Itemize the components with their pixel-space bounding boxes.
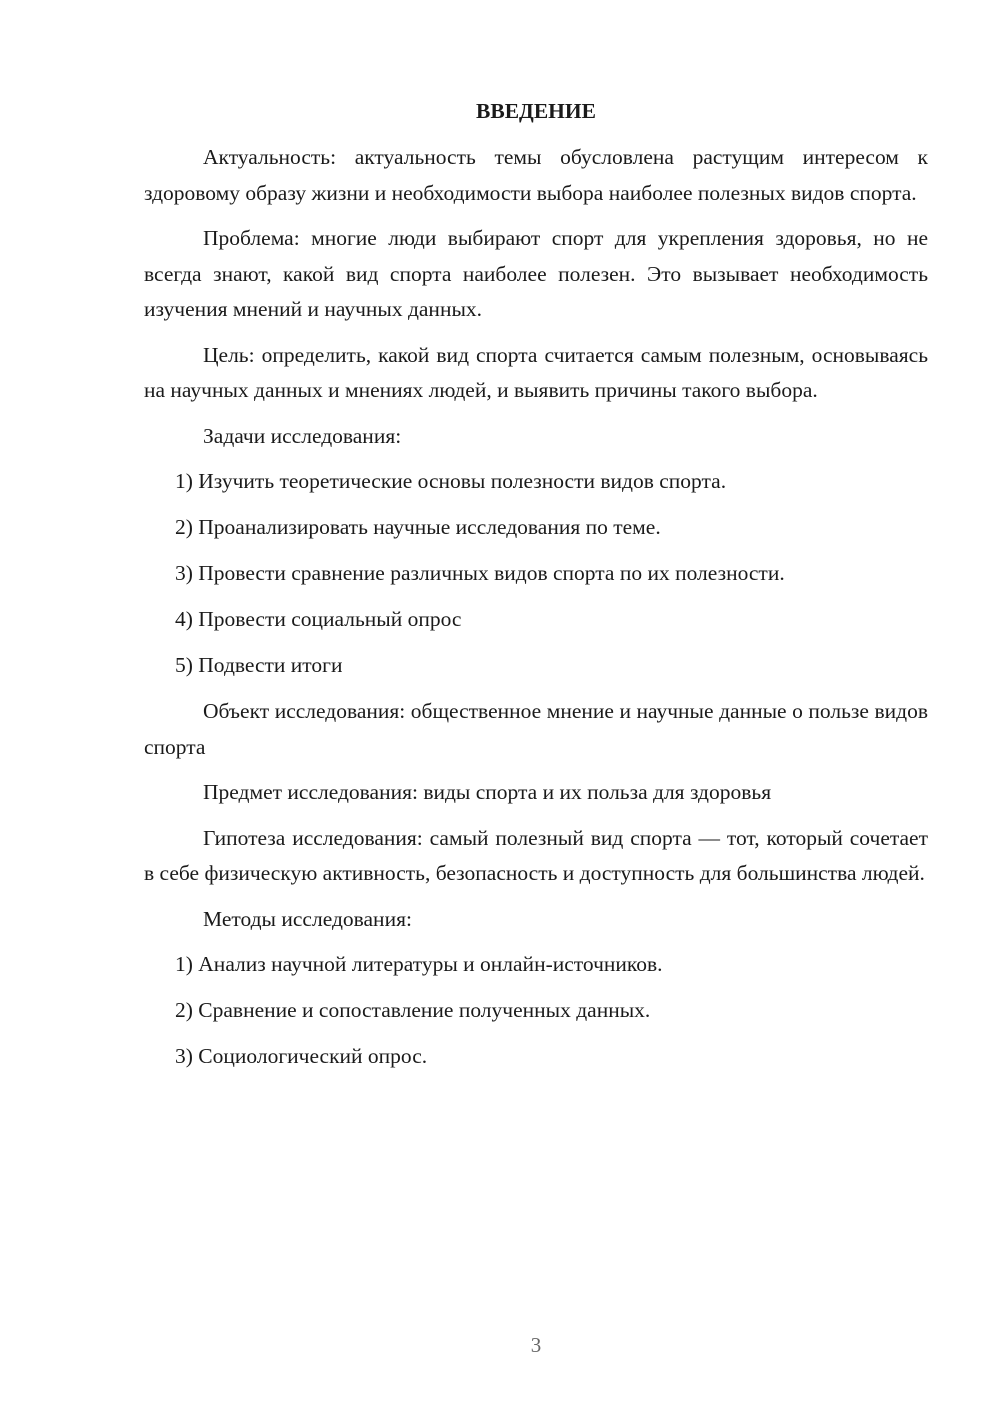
tasks-heading: Задачи исследования: — [203, 423, 402, 448]
method-item: 1) Анализ научной литературы и онлайн-источников. — [175, 952, 663, 976]
hypothesis-paragraph: Гипотеза исследования: самый полезный вид спорта — тот, который сочетает в себе физическую активность, безопасность и доступность для большинства людей. — [144, 825, 928, 885]
methods-heading: Методы исследования: — [203, 906, 412, 931]
task-item: 4) Провести социальный опрос — [175, 607, 462, 631]
problem-paragraph: Проблема: многие люди выбирают спорт для укрепления здоровья, но не всегда знают, какой вид спорта наиболее полезен. Это вызывает необходимость изучения мнений и научных данных. — [144, 226, 928, 321]
method-item: 3) Социологический опрос. — [175, 1044, 428, 1068]
methods-list — [144, 947, 928, 1075]
object-paragraph: Объект исследования: общественное мнение и научные данные о пользе видов спорта — [144, 699, 928, 759]
page-number: 3 — [530, 1333, 542, 1357]
relevance-paragraph: Актуальность: актуальность темы обусловлена растущим интересом к здоровому образу жизни и необходимости выбора наиболее полезных видов спорта. — [144, 145, 928, 205]
task-item: 5) Подвести итоги — [175, 653, 343, 677]
task-item: 2) Проанализировать научные исследования по теме. — [175, 515, 661, 539]
tasks-list — [144, 464, 928, 684]
goal-paragraph: Цель: определить, какой вид спорта считается самым полезным, основываясь на научных данных и мнениях людей, и выявить причины такого выбора. — [144, 342, 928, 402]
task-item: 1) Изучить теоретические основы полезности видов спорта. — [175, 469, 727, 493]
document-page — [144, 92, 928, 1085]
section-title: ВВЕДЕНИЕ — [476, 99, 596, 123]
method-item: 2) Сравнение и сопоставление полученных данных. — [175, 998, 651, 1022]
task-item: 3) Провести сравнение различных видов спорта по их полезности. — [175, 561, 785, 585]
subject-paragraph: Предмет исследования: виды спорта и их польза для здоровья — [203, 780, 772, 804]
